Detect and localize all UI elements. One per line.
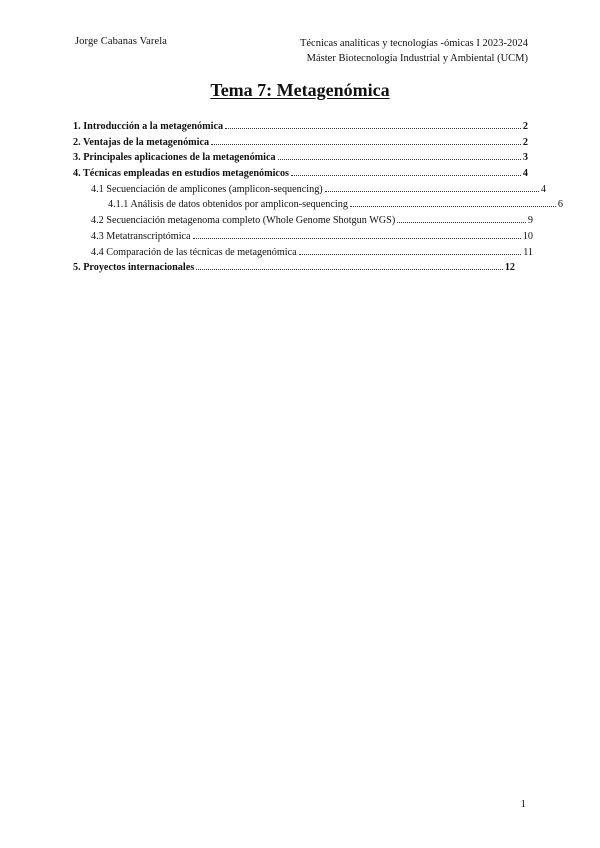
toc-entry-label: 4.4 Comparación de las técnicas de metagenómica: [91, 246, 297, 258]
header-author: Jorge Cabanas Varela: [75, 36, 167, 47]
toc-dot-leader: [196, 269, 503, 270]
toc-entry-label: 4.3 Metatranscriptómica: [91, 230, 191, 242]
toc-dot-leader: [225, 128, 521, 129]
toc-entry-comparacion[interactable]: [73, 247, 533, 263]
toc-entry-page: 3: [522, 152, 528, 164]
toc-entry-page: 11: [523, 246, 533, 258]
toc-entry-label: 4.1.1 Análisis de datos obtenidos por amplicon-sequencing: [108, 199, 348, 211]
toc-dot-leader: [291, 175, 521, 176]
toc-entry-proyectos[interactable]: [73, 262, 515, 278]
toc-entry-page: 4: [522, 168, 528, 180]
toc-dot-leader: [299, 254, 522, 255]
toc-entry-tecnicas[interactable]: [73, 168, 528, 184]
toc-dot-leader: [397, 222, 526, 223]
toc-entry-page: 2: [522, 136, 528, 148]
header-course-line-2: Máster Biotecnología Industrial y Ambiental (UCM): [306, 53, 528, 64]
toc-entry-page: 10: [522, 230, 533, 242]
table-of-contents: [73, 121, 563, 278]
page-number: 1: [520, 798, 526, 810]
toc-entry-label: 5. Proyectos internacionales: [73, 262, 195, 274]
toc-entry-page: 9: [527, 215, 533, 227]
toc-entry-page: 2: [522, 121, 528, 132]
toc-dot-leader: [325, 191, 539, 192]
toc-entry-label: 1. Introducción a la metagenómica: [73, 121, 224, 132]
toc-entry-page: 12: [504, 262, 515, 274]
toc-entry-aplicaciones[interactable]: [73, 152, 528, 168]
toc-entry-analisis-datos[interactable]: [73, 199, 563, 215]
toc-entry-wgs[interactable]: [73, 215, 533, 231]
toc-dot-leader: [211, 144, 521, 145]
toc-entry-label: 4.1 Secuenciación de amplicones (amplicon-sequencing): [91, 183, 323, 195]
toc-entry-page: 6: [557, 199, 563, 211]
toc-entry-label: 4.2 Secuenciación metagenoma completo (Whole Genome Shotgun WGS): [91, 215, 396, 227]
toc-entry-introduccion[interactable]: [73, 121, 528, 137]
header-course-info: [300, 36, 528, 66]
toc-entry-metatranscriptomica[interactable]: [73, 231, 533, 247]
toc-entry-amplicones[interactable]: [73, 184, 546, 200]
toc-dot-leader: [193, 238, 521, 239]
toc-entry-page: 4: [540, 183, 546, 195]
toc-entry-ventajas[interactable]: [73, 137, 528, 153]
toc-dot-leader: [278, 159, 521, 160]
toc-entry-label: 2. Ventajas de la metagenómica: [73, 136, 210, 148]
document-title: Tema 7: Metagenómica: [210, 80, 390, 100]
toc-dot-leader: [350, 206, 556, 207]
toc-entry-label: 4. Técnicas empleadas en estudios metagenómicos: [73, 168, 290, 180]
toc-entry-label: 3. Principales aplicaciones de la metagenómica: [73, 152, 276, 164]
header-course-line-1: Técnicas analíticas y tecnologías -ómicas I 2023-2024: [299, 38, 528, 49]
